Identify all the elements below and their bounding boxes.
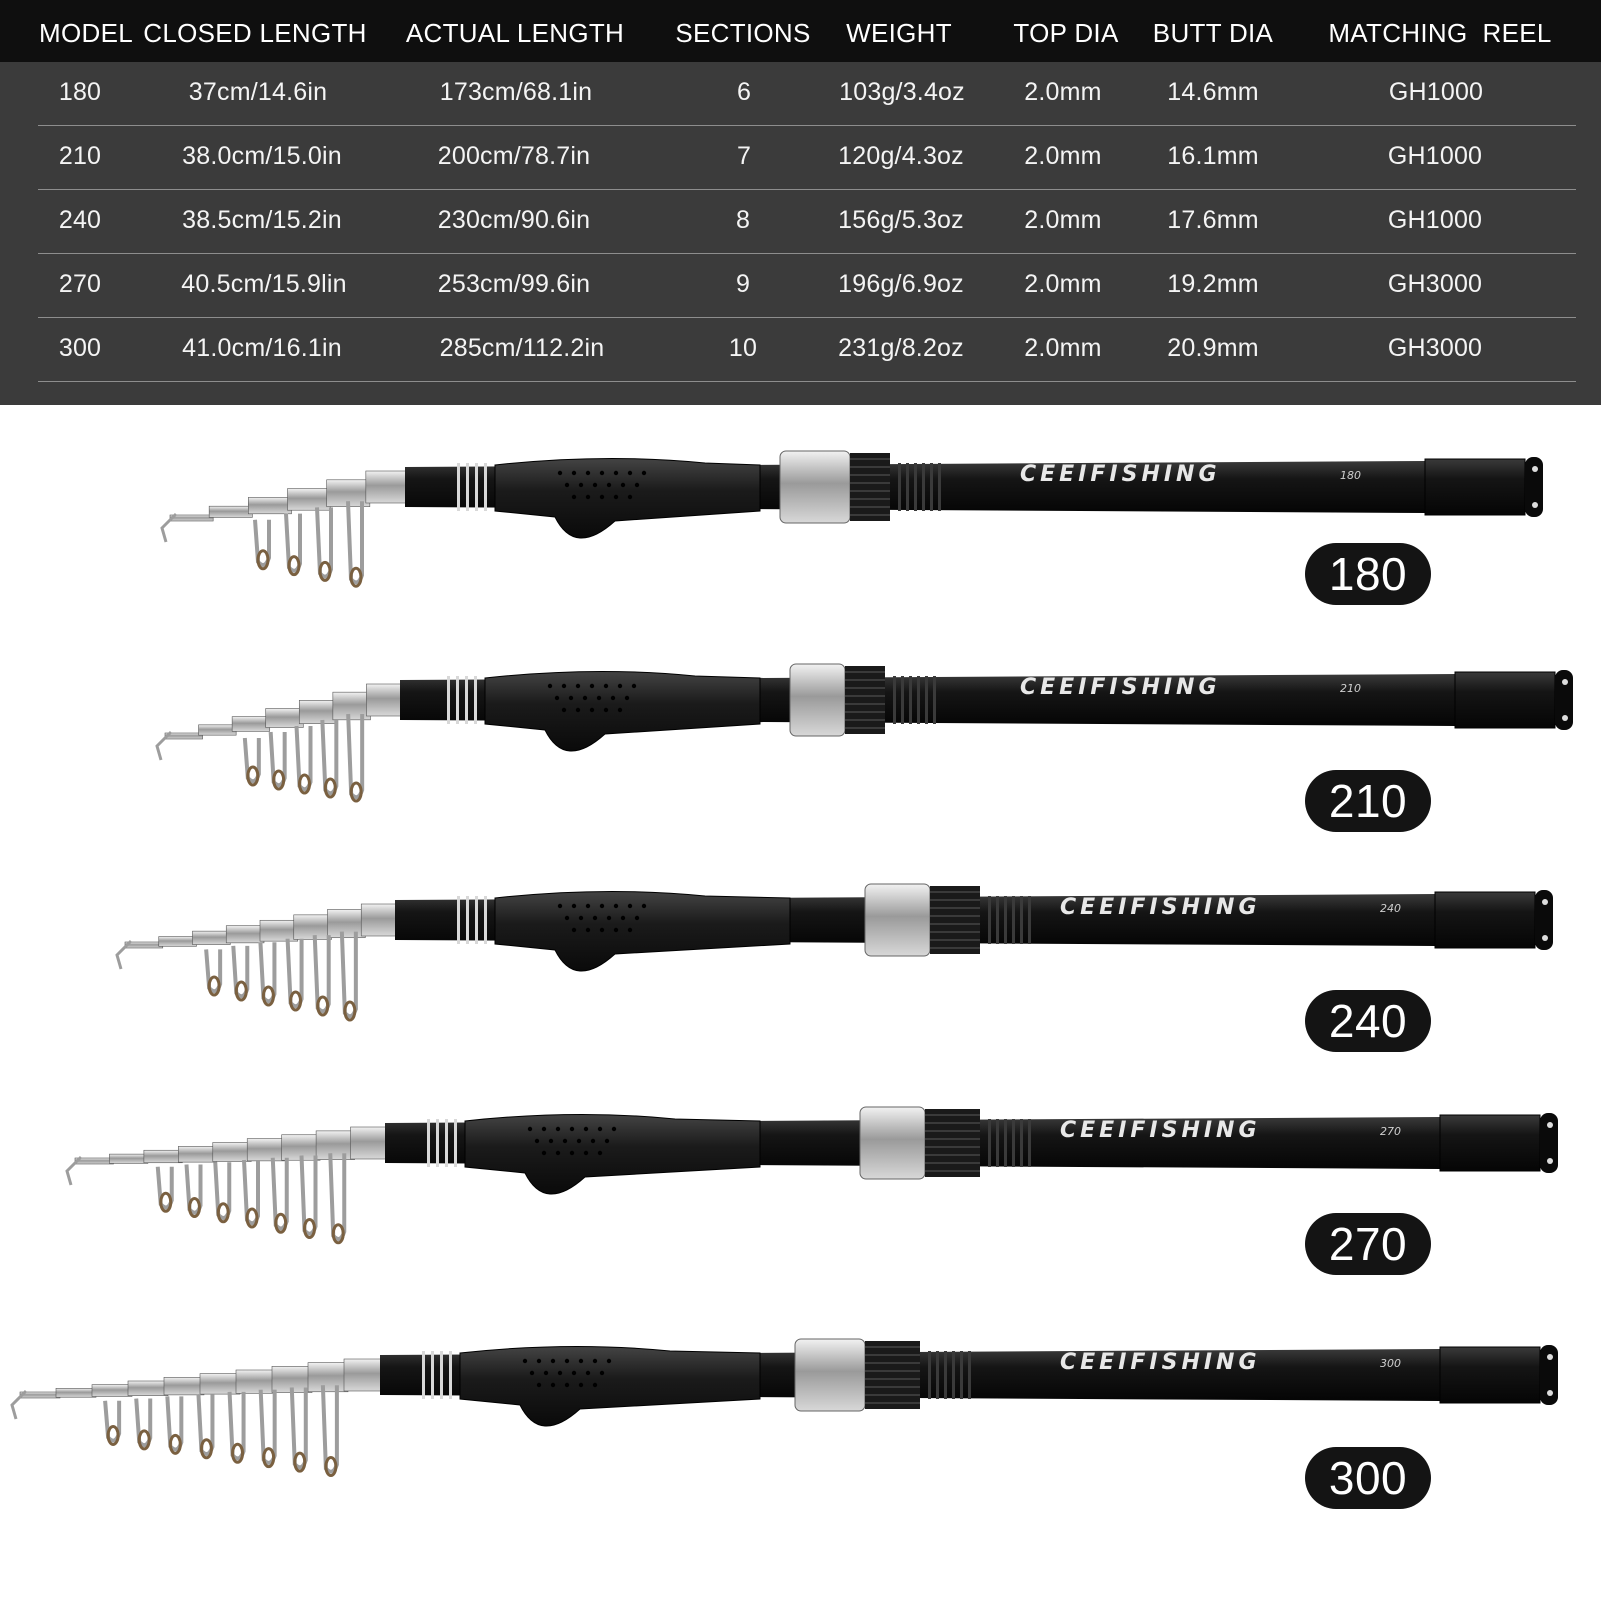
cell-model: 180 <box>58 78 102 106</box>
grip-dot <box>614 495 618 499</box>
cell-sections: 9 <box>735 270 751 298</box>
telescopic-section <box>333 692 371 720</box>
trim-ring <box>422 1351 425 1399</box>
trim-ring <box>431 1351 434 1399</box>
trim-ring <box>465 676 468 724</box>
cell-sections: 10 <box>728 334 758 362</box>
hood-thread <box>1020 896 1023 944</box>
rear-grip <box>495 458 760 538</box>
cell-closed-length: 38.0cm/15.0in <box>182 142 342 170</box>
grip-dot <box>537 1359 541 1363</box>
grip-dot <box>590 708 594 712</box>
grip-dot <box>579 1359 583 1363</box>
grip-dot <box>614 471 618 475</box>
telescopic-section <box>92 1385 132 1397</box>
grip-dot <box>600 495 604 499</box>
grip-dot <box>535 1139 539 1143</box>
butt-section <box>1435 892 1535 948</box>
grip-dot <box>628 471 632 475</box>
butt-cap <box>1525 457 1543 517</box>
grip-dot <box>577 1139 581 1143</box>
grip-dot <box>612 1127 616 1131</box>
reel-seat-nut <box>845 666 885 734</box>
header-model: MODEL <box>39 18 133 48</box>
butt-cap-screw <box>1547 1122 1553 1128</box>
grip-dot <box>551 1383 555 1387</box>
telescopic-section <box>288 489 331 511</box>
grip-dot <box>549 1139 553 1143</box>
reel-seat-nut <box>865 1341 920 1409</box>
grip-dot <box>558 1371 562 1375</box>
model-mark: 180 <box>1340 469 1361 482</box>
table-row <box>0 62 1601 126</box>
hood-thread <box>1004 896 1007 944</box>
hood-thread <box>936 1351 939 1399</box>
grip-dot <box>586 495 590 499</box>
grip-dot <box>565 1359 569 1363</box>
cell-actual-length: 200cm/78.7in <box>437 142 591 170</box>
model-badge: 180 <box>1305 543 1431 605</box>
hood-thread <box>1004 1119 1007 1167</box>
cell-actual-length: 230cm/90.6in <box>437 206 591 234</box>
grip-dot <box>537 1383 541 1387</box>
telescopic-section <box>164 1377 204 1395</box>
grip-dot <box>628 904 632 908</box>
trim-ring <box>484 896 487 944</box>
hood-thread <box>925 676 928 724</box>
cell-sections: 8 <box>735 206 751 234</box>
cell-top-dia: 2.0mm <box>1024 78 1102 106</box>
rod-image-240 <box>0 870 1601 1090</box>
hood-thread <box>917 676 920 724</box>
tip-top <box>67 1157 81 1185</box>
model-badge: 210 <box>1305 770 1431 832</box>
cell-sections: 7 <box>736 142 752 170</box>
grip-dot <box>570 1151 574 1155</box>
reel-seat-collar <box>780 451 850 523</box>
telescopic-section <box>344 1359 384 1391</box>
grip-dot <box>576 708 580 712</box>
grip-dot <box>604 684 608 688</box>
model-badge: 240 <box>1305 990 1431 1052</box>
telescopic-section <box>209 506 252 517</box>
brand-logo: CEEIFISHING <box>1020 462 1221 487</box>
grip-dot <box>611 696 615 700</box>
telescopic-rod-drawing <box>0 648 1601 868</box>
rear-grip <box>465 1114 760 1194</box>
grip-dot <box>579 483 583 487</box>
spec-table <box>0 0 1601 405</box>
hood-thread <box>909 676 912 724</box>
cell-actual-length: 173cm/68.1in <box>439 78 593 106</box>
telescopic-section <box>328 909 366 937</box>
header-sections: SECTIONS <box>675 18 811 48</box>
grip-dot <box>628 495 632 499</box>
telescopic-section <box>299 700 337 723</box>
grip-dot <box>600 471 604 475</box>
grip-dot <box>523 1359 527 1363</box>
cell-butt-dia: 17.6mm <box>1167 206 1259 234</box>
header-actual-length: ACTUAL LENGTH <box>405 18 625 48</box>
cell-sections: 6 <box>736 78 752 106</box>
cell-butt-dia: 19.2mm <box>1167 270 1259 298</box>
cell-top-dia: 2.0mm <box>1024 206 1102 234</box>
grip-dot <box>593 1359 597 1363</box>
grip-dot <box>584 1127 588 1131</box>
cell-matching-reel: GH3000 <box>1387 334 1483 362</box>
butt-cap <box>1540 1113 1558 1173</box>
brand-logo: CEEIFISHING <box>1060 895 1261 920</box>
table-row <box>0 318 1601 382</box>
trim-ring <box>457 463 460 511</box>
trim-ring <box>454 1119 457 1167</box>
grip-dot <box>621 483 625 487</box>
telescopic-section <box>236 1370 276 1393</box>
telescopic-section <box>144 1150 182 1163</box>
grip-dot <box>593 916 597 920</box>
row-divider <box>38 381 1576 382</box>
cell-matching-reel: GH1000 <box>1387 142 1483 170</box>
trim-ring <box>440 1351 443 1399</box>
telescopic-section <box>266 709 304 728</box>
table-row <box>0 254 1601 318</box>
hood-thread <box>898 463 901 511</box>
model-mark: 210 <box>1340 682 1361 695</box>
butt-section <box>1440 1347 1540 1403</box>
grip-dot <box>579 916 583 920</box>
trim-ring <box>427 1119 430 1167</box>
grip-dot <box>625 696 629 700</box>
telescopic-section <box>56 1388 96 1397</box>
reel-seat-nut <box>925 1109 980 1177</box>
trim-ring <box>466 896 469 944</box>
hood-thread <box>996 1119 999 1167</box>
grip-dot <box>598 1127 602 1131</box>
header-matching-reel: MATCHING REEL <box>1328 18 1552 48</box>
butt-cap-screw <box>1562 715 1568 721</box>
trim-ring <box>447 676 450 724</box>
cell-weight: 196g/6.9oz <box>838 270 964 298</box>
table-row <box>0 190 1601 254</box>
hood-thread <box>1028 896 1031 944</box>
telescopic-rod-drawing <box>0 425 1601 645</box>
brand-logo: CEEIFISHING <box>1020 675 1221 700</box>
grip-dot <box>548 684 552 688</box>
butt-cap-screw <box>1532 466 1538 472</box>
tip-top <box>12 1391 26 1419</box>
hood-thread <box>1012 1119 1015 1167</box>
hood-thread <box>893 676 896 724</box>
cell-closed-length: 37cm/14.6in <box>188 78 328 106</box>
rod-image-270 <box>0 1093 1601 1323</box>
grip-dot <box>632 684 636 688</box>
reel-seat-collar <box>790 664 845 736</box>
telescopic-section <box>193 931 231 944</box>
grip-dot <box>618 684 622 688</box>
cell-top-dia: 2.0mm <box>1024 270 1102 298</box>
rod-image-180 <box>0 425 1601 645</box>
telescopic-rod-drawing <box>0 1093 1601 1323</box>
grip-dot <box>569 696 573 700</box>
grip-dot <box>558 904 562 908</box>
header-weight: WEIGHT <box>846 18 952 48</box>
hood-thread <box>988 1119 991 1167</box>
hood-thread <box>930 463 933 511</box>
butt-cap-screw <box>1547 1158 1553 1164</box>
hood-thread <box>901 676 904 724</box>
telescopic-section <box>226 926 264 943</box>
grip-dot <box>586 471 590 475</box>
cell-top-dia: 2.0mm <box>1024 334 1102 362</box>
cell-model: 210 <box>58 142 102 170</box>
grip-dot <box>607 483 611 487</box>
grip-dot <box>642 471 646 475</box>
grip-dot <box>563 1139 567 1143</box>
butt-cap-screw <box>1547 1390 1553 1396</box>
trim-ring <box>475 896 478 944</box>
grip-dot <box>604 708 608 712</box>
rear-grip <box>460 1346 760 1426</box>
trim-ring <box>457 896 460 944</box>
trim-ring <box>484 463 487 511</box>
grip-dot <box>628 928 632 932</box>
butt-cap-screw <box>1532 502 1538 508</box>
grip-dot <box>600 1371 604 1375</box>
grip-dot <box>583 696 587 700</box>
model-badge: 300 <box>1305 1447 1431 1509</box>
butt-section <box>1440 1115 1540 1171</box>
grip-dot <box>572 904 576 908</box>
hood-thread <box>1020 1119 1023 1167</box>
grip-dot <box>555 696 559 700</box>
telescopic-section <box>366 684 404 716</box>
grip-dot <box>635 483 639 487</box>
hood-thread <box>928 1351 931 1399</box>
telescopic-section <box>308 1363 348 1392</box>
grip-dot <box>586 1371 590 1375</box>
reel-seat-collar <box>795 1339 865 1411</box>
grip-dot <box>590 684 594 688</box>
hood-thread <box>960 1351 963 1399</box>
grip-dot <box>565 483 569 487</box>
grip-dot <box>570 1127 574 1131</box>
cell-top-dia: 2.0mm <box>1024 142 1102 170</box>
butt-cap <box>1540 1345 1558 1405</box>
cell-butt-dia: 16.1mm <box>1167 142 1259 170</box>
cell-model: 240 <box>58 206 102 234</box>
hood-thread <box>1028 1119 1031 1167</box>
telescopic-section <box>213 1143 251 1162</box>
trim-ring <box>474 676 477 724</box>
brand-logo: CEEIFISHING <box>1060 1350 1261 1375</box>
grip-dot <box>544 1371 548 1375</box>
tip-top <box>117 941 131 969</box>
model-mark: 270 <box>1380 1125 1401 1138</box>
cell-model: 270 <box>58 270 102 298</box>
reel-seat-collar <box>865 884 930 956</box>
cell-matching-reel: GH1000 <box>1387 206 1483 234</box>
brand-logo: CEEIFISHING <box>1060 1118 1261 1143</box>
grip-dot <box>565 916 569 920</box>
telescopic-rod-drawing <box>0 870 1601 1090</box>
hood-thread <box>996 896 999 944</box>
telescopic-section <box>361 904 399 936</box>
telescopic-section <box>170 515 213 521</box>
grip-dot <box>542 1151 546 1155</box>
butt-section <box>1425 459 1525 515</box>
trim-ring <box>436 1119 439 1167</box>
grip-dot <box>593 483 597 487</box>
telescopic-section <box>109 1154 147 1163</box>
trim-ring <box>456 676 459 724</box>
cell-matching-reel: GH3000 <box>1387 270 1483 298</box>
grip-dot <box>542 1127 546 1131</box>
trim-ring <box>445 1119 448 1167</box>
butt-cap <box>1535 890 1553 950</box>
trim-ring <box>449 1351 452 1399</box>
hood-thread <box>938 463 941 511</box>
spec-table-header <box>0 0 1601 62</box>
telescopic-section <box>294 915 332 940</box>
grip-dot <box>556 1151 560 1155</box>
cell-weight: 156g/5.3oz <box>838 206 964 234</box>
cell-actual-length: 285cm/112.2in <box>439 334 605 362</box>
grip-dot <box>607 1359 611 1363</box>
grip-dot <box>556 1127 560 1131</box>
butt-cap <box>1555 670 1573 730</box>
cell-actual-length: 253cm/99.6in <box>437 270 591 298</box>
hood-thread <box>944 1351 947 1399</box>
grip-dot <box>598 1151 602 1155</box>
grip-dot <box>584 1151 588 1155</box>
grip-dot <box>586 928 590 932</box>
tip-top <box>157 732 171 760</box>
cell-weight: 231g/8.2oz <box>838 334 964 362</box>
rod-image-300 <box>0 1325 1601 1595</box>
rear-grip <box>495 891 790 971</box>
cell-weight: 103g/3.4oz <box>839 78 965 106</box>
grip-dot <box>562 708 566 712</box>
hood-thread <box>933 676 936 724</box>
grip-dot <box>586 904 590 908</box>
telescopic-section <box>247 1139 285 1161</box>
telescopic-section <box>128 1381 168 1396</box>
grip-dot <box>572 495 576 499</box>
cell-matching-reel: GH1000 <box>1388 78 1484 106</box>
hood-thread <box>922 463 925 511</box>
cell-closed-length: 41.0cm/16.1in <box>182 334 342 362</box>
model-mark: 240 <box>1380 902 1401 915</box>
cell-model: 300 <box>58 334 102 362</box>
table-row <box>0 126 1601 190</box>
grip-dot <box>614 928 618 932</box>
grip-dot <box>551 1359 555 1363</box>
grip-dot <box>528 1127 532 1131</box>
reel-seat-nut <box>850 453 890 521</box>
telescopic-section <box>178 1146 216 1162</box>
grip-dot <box>600 904 604 908</box>
grip-dot <box>572 1371 576 1375</box>
telescopic-section <box>351 1127 389 1159</box>
butt-section <box>1455 672 1555 728</box>
telescopic-section <box>232 717 270 732</box>
model-badge: 270 <box>1305 1213 1431 1275</box>
cell-closed-length: 40.5cm/15.9lin <box>181 270 347 298</box>
grip-dot <box>618 708 622 712</box>
cell-closed-length: 38.5cm/15.2in <box>182 206 342 234</box>
telescopic-section <box>199 725 237 735</box>
header-top-dia: TOP DIA <box>1013 18 1119 48</box>
hood-thread <box>906 463 909 511</box>
butt-cap-screw <box>1542 935 1548 941</box>
reel-seat-nut <box>930 886 980 954</box>
cell-butt-dia: 14.6mm <box>1167 78 1259 106</box>
grip-dot <box>579 1383 583 1387</box>
rod-image-210 <box>0 648 1601 868</box>
butt-cap-screw <box>1562 679 1568 685</box>
grip-dot <box>600 928 604 932</box>
rear-grip <box>485 671 760 751</box>
telescopic-section <box>248 497 291 513</box>
grip-dot <box>593 1383 597 1387</box>
butt-cap-screw <box>1542 899 1548 905</box>
grip-dot <box>621 916 625 920</box>
grip-dot <box>642 904 646 908</box>
telescopic-section <box>316 1131 354 1160</box>
telescopic-section <box>159 937 197 947</box>
grip-dot <box>597 696 601 700</box>
grip-dot <box>565 1383 569 1387</box>
header-closed-length: CLOSED LENGTH <box>143 18 367 48</box>
cell-weight: 120g/4.3oz <box>838 142 964 170</box>
hood-thread <box>988 896 991 944</box>
grip-dot <box>572 471 576 475</box>
grip-dot <box>605 1139 609 1143</box>
grip-dot <box>576 684 580 688</box>
header-butt-dia: BUTT DIA <box>1152 18 1274 48</box>
trim-ring <box>466 463 469 511</box>
reel-seat-collar <box>860 1107 925 1179</box>
hood-thread <box>968 1351 971 1399</box>
grip-dot <box>530 1371 534 1375</box>
telescopic-section <box>366 471 409 503</box>
grip-dot <box>591 1139 595 1143</box>
telescopic-section <box>200 1374 240 1394</box>
telescopic-section <box>260 920 298 941</box>
hood-thread <box>952 1351 955 1399</box>
model-mark: 300 <box>1380 1357 1401 1370</box>
butt-cap-screw <box>1547 1354 1553 1360</box>
hood-thread <box>914 463 917 511</box>
grip-dot <box>607 916 611 920</box>
grip-dot <box>614 904 618 908</box>
hood-thread <box>1012 896 1015 944</box>
tip-top <box>162 514 176 542</box>
trim-ring <box>475 463 478 511</box>
grip-dot <box>635 916 639 920</box>
grip-dot <box>558 471 562 475</box>
grip-dot <box>562 684 566 688</box>
cell-butt-dia: 20.9mm <box>1167 334 1259 362</box>
grip-dot <box>572 928 576 932</box>
